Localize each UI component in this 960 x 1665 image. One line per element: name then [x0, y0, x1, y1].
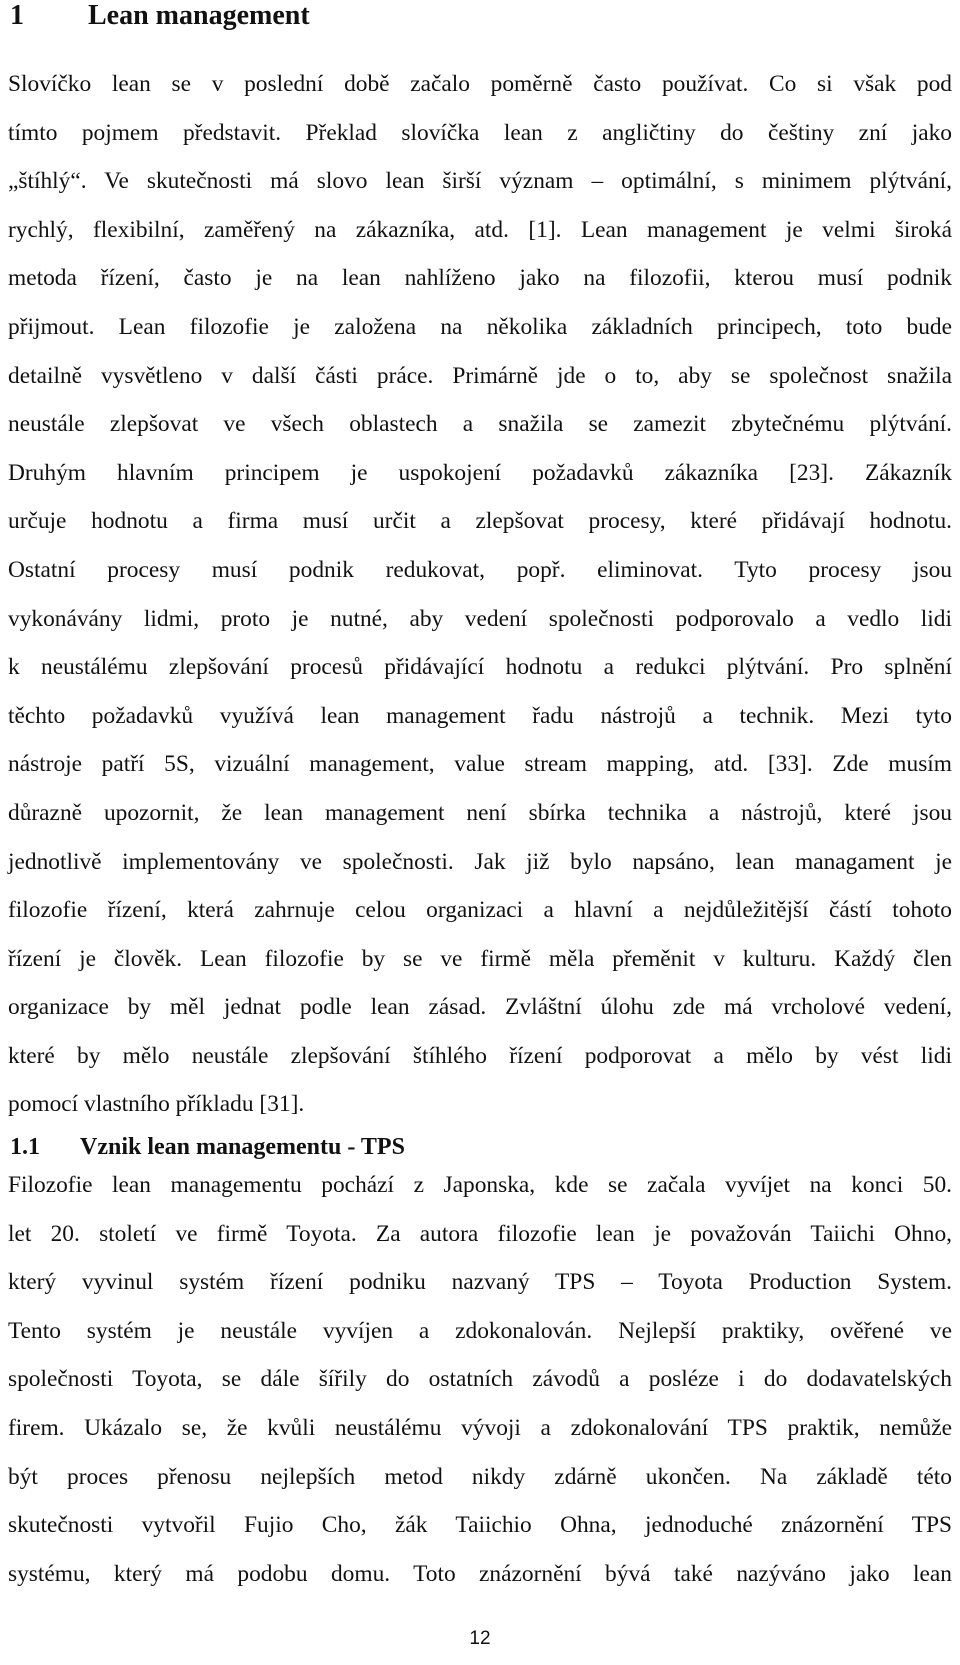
- paragraph-tps-origin: [8, 1161, 952, 1598]
- text-line: pomocí vlastního příkladu [31].: [8, 1091, 305, 1118]
- text-line: systému, který má podobu domu. Toto znázornění bývá také nazýváno jako lean: [8, 1560, 952, 1587]
- text-line: organizace by měl jednat podle lean zásad. Zvláštní úlohu zde má vrcholové vedení,: [8, 994, 952, 1021]
- page-number: 12: [469, 1628, 491, 1649]
- text-line: Filozofie lean managementu pochází z Japonska, kde se začala vyvíjet na konci 50.: [8, 1172, 952, 1198]
- text-line: důrazně upozornit, že lean management není sbírka technika a nástrojů, které jsou: [8, 799, 952, 826]
- chapter-heading: [10, 0, 310, 32]
- text-line: určuje hodnotu a firma musí určit a zlepšovat procesy, které přidávají hodnotu.: [8, 508, 952, 535]
- text-line: společnosti Toyota, se dále šířily do ostatních závodů a posléze i do dodavatelských: [8, 1366, 952, 1393]
- text-line: Druhým hlavním principem je uspokojení požadavků zákazníka [23]. Zákazník: [8, 459, 952, 486]
- text-line: tímto pojmem představit. Překlad slovíčka lean z angličtiny do češtiny zní jako: [8, 119, 952, 146]
- text-line: řízení je člověk. Lean filozofie by se ve firmě měla přeměnit v kulturu. Každý člen: [8, 945, 952, 972]
- text-line: let 20. století ve firmě Toyota. Za autora filozofie lean je považován Taiichi Ohno,: [8, 1220, 952, 1247]
- paragraph-lean-intro: [8, 60, 952, 1129]
- text-line: které by mělo neustále zlepšování štíhlého řízení podporovat a mělo by vést lidi: [8, 1042, 952, 1069]
- text-line: Ostatní procesy musí podnik redukovat, popř. eliminovat. Tyto procesy jsou: [8, 556, 952, 583]
- text-line: rychlý, flexibilní, zaměřený na zákazníka, atd. [1]. Lean management je velmi široká: [8, 216, 952, 243]
- text-line: Slovíčko lean se v poslední době začalo poměrně často používat. Co si však pod: [8, 71, 952, 97]
- text-line: těchto požadavků využívá lean management řadu nástrojů a technik. Mezi tyto: [8, 702, 952, 729]
- text-line: „štíhlý“. Ve skutečnosti má slovo lean širší význam – optimální, s minimem plýtvání,: [8, 168, 952, 195]
- section-heading: [10, 1132, 405, 1162]
- chapter-title: Lean management: [88, 0, 310, 31]
- text-line: jednotlivě implementovány ve společnosti. Jak již bylo napsáno, lean managament je: [8, 848, 952, 875]
- text-line: filozofie řízení, která zahrnuje celou organizaci a hlavní a nejdůležitější částí tohoto: [8, 897, 952, 924]
- text-line: nástroje patří 5S, vizuální management, value stream mapping, atd. [33]. Zde musím: [8, 751, 952, 778]
- text-line: metoda řízení, často je na lean nahlíženo jako na filozofii, kterou musí podnik: [8, 265, 952, 292]
- text-line: přijmout. Lean filozofie je založena na několika základních principech, toto bude: [8, 313, 952, 340]
- text-line: k neustálému zlepšování procesů přidávající hodnotu a redukci plýtvání. Pro splnění: [8, 654, 952, 681]
- section-title: Vznik lean managementu - TPS: [80, 1134, 405, 1160]
- text-line: firem. Ukázalo se, že kvůli neustálému vývoji a zdokonalování TPS praktik, nemůže: [8, 1414, 952, 1441]
- text-line: který vyvinul systém řízení podniku nazvaný TPS – Toyota Production System.: [8, 1269, 952, 1296]
- text-line: být proces přenosu nejlepších metod nikdy zdárně ukončen. Na základě této: [8, 1463, 952, 1490]
- text-line: vykonávány lidmi, proto je nutné, aby vedení společnosti podporovalo a vedlo lidi: [8, 605, 952, 632]
- text-line: neustále zlepšovat ve všech oblastech a snažila se zamezit zbytečnému plýtvání.: [8, 411, 952, 438]
- text-line: detailně vysvětleno v další části práce. Primárně jde o to, aby se společnost snažila: [8, 362, 952, 389]
- chapter-number: 1: [10, 0, 24, 31]
- section-number: 1.1: [10, 1134, 40, 1160]
- text-line: skutečnosti vytvořil Fujio Cho, žák Taiichio Ohna, jednoduché znázornění TPS: [8, 1512, 952, 1539]
- text-line: Tento systém je neustále vyvíjen a zdokonalován. Nejlepší praktiky, ověřené ve: [8, 1317, 952, 1344]
